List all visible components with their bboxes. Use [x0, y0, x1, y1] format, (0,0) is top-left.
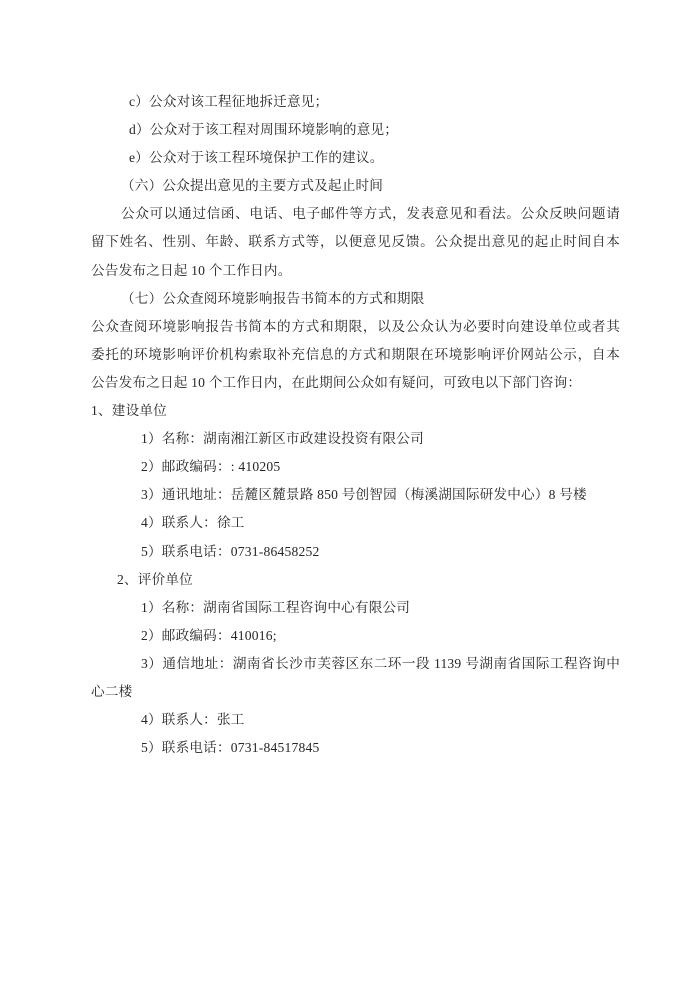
construction-unit-heading: 1、建设单位: [91, 403, 167, 419]
section-seven-paragraph-line: 公众查阅环境影响报告书简本的方式和期限，以及公众认为必要时向建设单位或者其: [91, 318, 620, 334]
section-seven-paragraph-line: 公告发布之日起 10 个工作日内，在此期间公众如有疑问，可致电以下部门咨询：: [91, 374, 582, 390]
section-six-paragraph-line: 留下姓名、性别、年龄、联系方式等，以便意见反馈。公众提出意见的起止时间自本: [91, 234, 620, 250]
list-item-c: c）公众对该工程征地拆迁意见；: [129, 94, 329, 109]
section-six-paragraph-line: 公告发布之日起 10 个工作日内。: [91, 262, 292, 278]
section-seven-paragraph-line: 委托的环境影响评价机构索取补充信息的方式和期限在环境影响评价网站公示，自本: [91, 346, 620, 362]
evaluation-unit-contact: 4）联系人：张工: [141, 712, 245, 728]
document-body: [91, 88, 620, 762]
construction-unit-phone: 5）联系电话：0731-86458252: [141, 543, 320, 559]
list-item-e: e）公众对于该工程环境保护工作的建议。: [129, 150, 384, 166]
construction-unit-postcode: 2）邮政编码：: 410205: [141, 459, 281, 475]
list-item-d: d）公众对于该工程对周围环境影响的意见；: [129, 122, 399, 138]
evaluation-unit-postcode: 2）邮政编码：410016;: [141, 627, 277, 643]
evaluation-unit-phone: 5）联系电话：0731-84517845: [141, 740, 320, 756]
section-seven-heading: （七）公众查阅环境影响报告书简本的方式和期限: [121, 290, 425, 306]
evaluation-unit-address: 3）通信地址：湖南省长沙市芙蓉区东二环一段 1139 号湖南省国际工程咨询中: [141, 655, 620, 671]
section-six-heading: （六）公众提出意见的主要方式及起止时间: [121, 178, 384, 194]
evaluation-unit-address-continued: 心二楼: [91, 683, 133, 699]
construction-unit-name: 1）名称：湖南湘江新区市政建设投资有限公司: [141, 431, 424, 447]
evaluation-unit-heading: 2、评价单位: [117, 571, 193, 587]
construction-unit-address: 3）通讯地址：岳麓区麓景路 850 号创智园（梅溪湖国际研发中心）8 号楼: [141, 487, 587, 503]
evaluation-unit-name: 1）名称：湖南省国际工程咨询中心有限公司: [141, 599, 411, 615]
construction-unit-contact: 4）联系人：徐工: [141, 515, 245, 531]
section-six-paragraph-line: 公众可以通过信函、电话、电子邮件等方式，发表意见和看法。公众反映问题请: [121, 206, 620, 222]
